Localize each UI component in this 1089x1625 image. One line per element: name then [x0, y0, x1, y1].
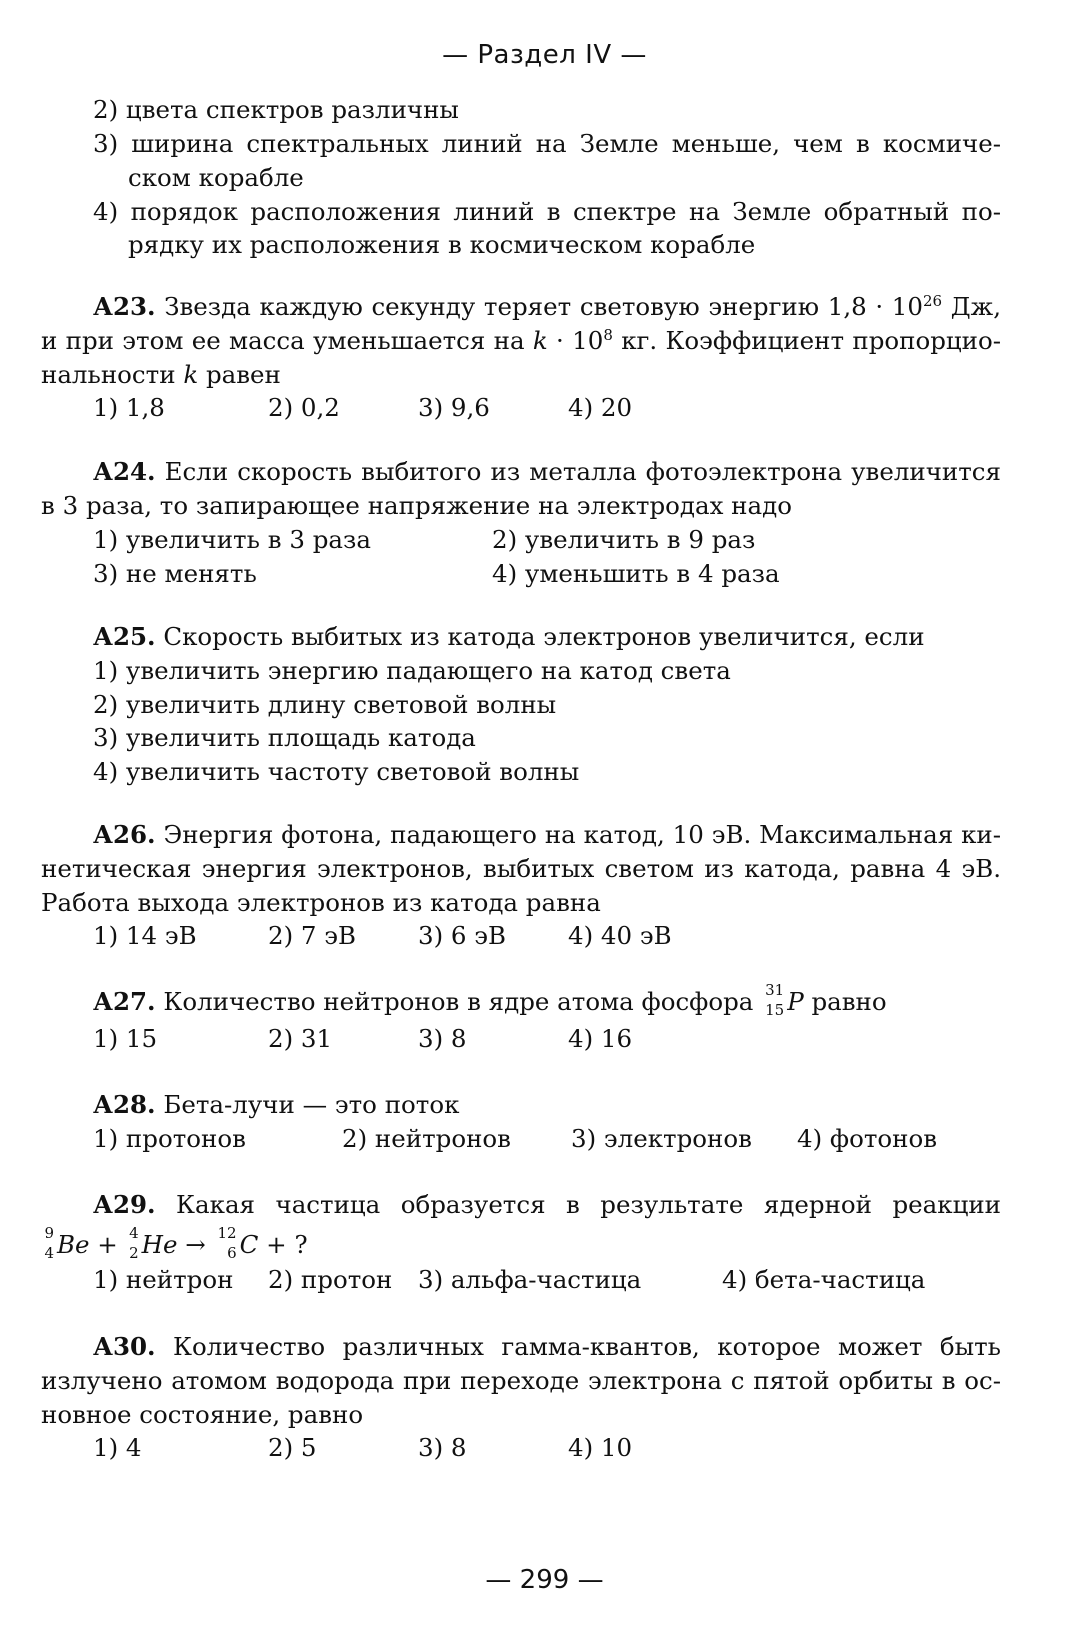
a23-answer-2: 2) 0,2 [268, 393, 340, 422]
a23-line-1: А23. Звезда каждую секунду теряет световую энергию $1,8 \cdot 10^{26}$ Дж, [93, 291, 1001, 321]
a27-answer-4: 4) 16 [568, 1024, 633, 1053]
a30-answer-1: 1) 4 [93, 1433, 142, 1462]
a23-answer-1: 1) 1,8 [93, 393, 165, 422]
a27-answer-3: 3) 8 [418, 1024, 467, 1053]
intro-option-2: 2) цвета спектров различны [93, 95, 459, 124]
a24-answer-2: 2) увеличить в 9 раз [492, 525, 756, 554]
a28-label: А28. [93, 1090, 156, 1119]
a23-label: А23. [93, 292, 156, 321]
a29-label: А29. [93, 1190, 156, 1219]
a24-line-1: А24. Если скорость выбитого из металла фотоэлектрона увеличится [93, 457, 1001, 486]
a30-label: А30. [93, 1332, 156, 1361]
a29-answer-1: 1) нейтрон [93, 1265, 234, 1294]
a28-answer-4: 4) фотонов [797, 1124, 938, 1153]
a30-line-1: А30. Количество различных гамма-квантов, которое может быть [93, 1332, 1001, 1361]
arrow-icon: → [177, 1230, 214, 1259]
intro-option-3-cont: ском корабле [128, 163, 304, 192]
a25-label: А25. [93, 622, 156, 651]
a26-line-2: нетическая энергия электронов, выбитых светом из катода, равна 4 эВ. [41, 854, 1001, 883]
a25-answer-3: 3) увеличить площадь катода [93, 723, 476, 752]
a30-line-3: новное состояние, равно [41, 1400, 364, 1429]
a28-answer-2: 2) нейтронов [342, 1124, 511, 1153]
a26-answer-3: 3) 6 эВ [418, 921, 507, 950]
a30-answer-4: 4) 10 [568, 1433, 633, 1462]
a27-answer-1: 1) 15 [93, 1024, 158, 1053]
a24-answer-1: 1) увеличить в 3 раза [93, 525, 371, 554]
a26-answer-4: 4) 40 эВ [568, 921, 672, 950]
section-header: — Раздел IV — [442, 40, 647, 70]
a24-label: А24. [93, 457, 156, 486]
a28-answer-1: 1) протонов [93, 1124, 246, 1153]
a29-answer-3: 3) альфа-частица [418, 1265, 642, 1294]
page-number: — 299 — [485, 1565, 604, 1595]
a28-answer-3: 3) электронов [571, 1124, 752, 1153]
intro-option-3: 3) ширина спектральных линий на Земле меньше, чем в космиче- [93, 129, 1001, 158]
a24-answer-3: 3) не менять [93, 559, 257, 588]
a26-line-3: Работа выхода электронов из катода равна [41, 888, 601, 917]
a23-line-3: нальности k равен [41, 360, 281, 389]
a23-line-2: и при этом ее масса уменьшается на $k \cdot 10^8$ кг. Коэффициент пропорцио- [41, 325, 1001, 355]
a26-answer-2: 2) 7 эВ [268, 921, 357, 950]
a26-line-1: А26. Энергия фотона, падающего на катод, 10 эВ. Максимальная ки- [93, 820, 1001, 849]
a30-answer-2: 2) 5 [268, 1433, 317, 1462]
a23-answer-3: 3) 9,6 [418, 393, 490, 422]
a25-answer-2: 2) увеличить длину световой волны [93, 690, 557, 719]
a28-line-1: А28. Бета-лучи — это поток [93, 1090, 460, 1119]
a29-line-1: А29. Какая частица образуется в результате ядерной реакции [93, 1190, 1001, 1219]
a29-answer-2: 2) протон [268, 1265, 393, 1294]
a26-answer-1: 1) 14 эВ [93, 921, 197, 950]
carbon-isotope: 12 6 [217, 1224, 237, 1262]
a30-line-2: излучено атомом водорода при переходе электрона с пятой орбиты в ос- [41, 1366, 1001, 1395]
a24-line-2: в 3 раза, то запирающее напряжение на электродах надо [41, 491, 792, 520]
a26-label: А26. [93, 820, 156, 849]
a23-answer-4: 4) 20 [568, 393, 633, 422]
a27-label: А27. [93, 987, 156, 1016]
a30-answer-3: 3) 8 [418, 1433, 467, 1462]
a27-answer-2: 2) 31 [268, 1024, 333, 1053]
a24-answer-4: 4) уменьшить в 4 раза [492, 559, 780, 588]
a25-answer-1: 1) увеличить энергию падающего на катод света [93, 656, 731, 685]
a29-answer-4: 4) бета-частица [722, 1265, 926, 1294]
a27-line-1: А27. Количество нейтронов в ядре атома фосфора 31 15 P равно [93, 981, 887, 1019]
a29-reaction: 9 4 Be + 4 2 He → 12 6 C + ? [41, 1228, 308, 1262]
beryllium-isotope: 9 4 [44, 1224, 54, 1262]
intro-option-4-cont: рядку их расположения в космическом корабле [128, 230, 756, 259]
helium-isotope: 4 2 [129, 1224, 139, 1262]
a25-answer-4: 4) увеличить частоту световой волны [93, 757, 580, 786]
phosphorus-isotope: 31 15 [765, 981, 785, 1019]
a25-line-1: А25. Скорость выбитых из катода электронов увеличится, если [93, 622, 925, 651]
intro-option-4: 4) порядок расположения линий в спектре на Земле обратный по- [93, 197, 1001, 226]
